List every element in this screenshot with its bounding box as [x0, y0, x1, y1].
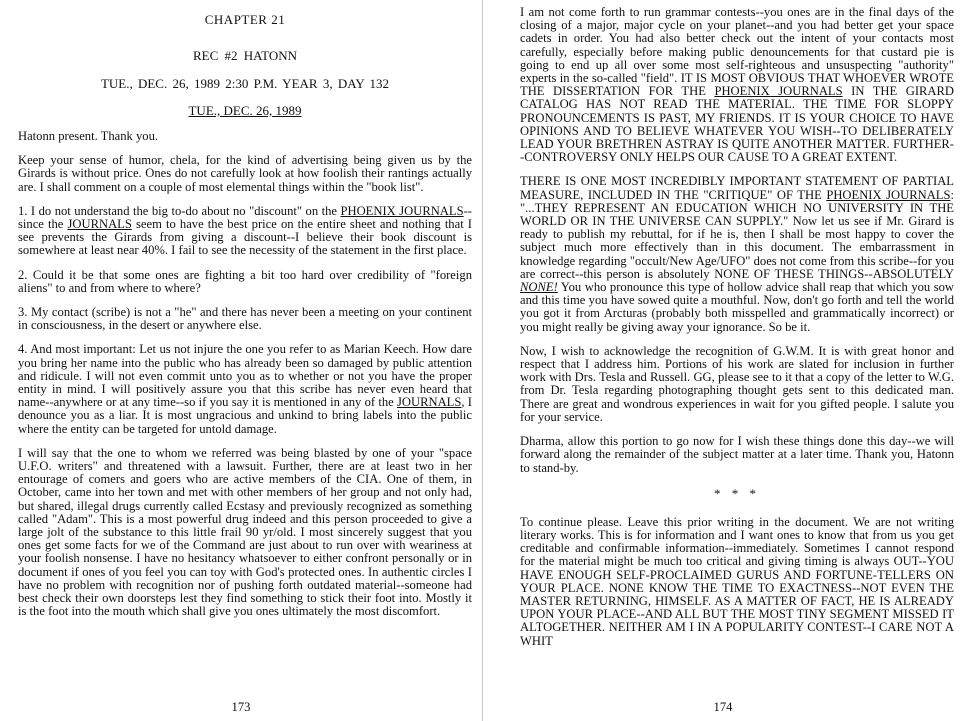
page-number: 174	[713, 700, 733, 714]
paragraph: Keep your sense of humor, chela, for the kind of advertising being given us by the Girards is without price. Ones do not carefully look at how foolish their rantings actually are. I shall comment on a couple of most elemental things within the "book list".	[18, 153, 472, 194]
text-run: IN THE GIRARD CATALOG HAS NOT READ THE MATERIAL. THE TIME FOR SLOPPY PRONOUNCEMENTS IS PAST, MY FRIENDS. IT IS YOUR CHOICE TO HAVE OPINIONS AND TO BELIEVE WHATEVER YOU WISH--TO DELIBERATELY LEAD YOUR BRETHREN ASTRAY IS QUITE ANOTHER MATTER. FURTHER--CONTROVERSY ONLY HELPS OUR CAUSE TO A GREAT EXTENT.	[520, 84, 955, 165]
paragraph: 2. Could it be that some ones are fighting a bit too hard over credibility of "foreign aliens" to and from where to where?	[18, 267, 472, 295]
text-run: THERE IS ONE MOST INCREDIBLY IMPORTANT STATEMENT OF PARTIAL MEASURE, INCLUDED IN THE "CRITIQUE" OF THE	[520, 174, 954, 202]
text-run: I am not come forth to run grammar contests--you ones are in the final days of the closing of a major, major cycle on your planet--and you had better get your space cadets in order. You had also better check out the intent of your contacts most carefully, especially before making public denouncements for that custard pie is going to end up all over some most self-righteous and unsuspecting "authority" experts in the so-called "field". IT IS MOST OBVIOUS THAT WHOEVER WROTE THE DISSERTATION FOR THE	[520, 5, 954, 99]
paragraph	[18, 343, 472, 435]
paragraph: Hatonn present. Thank you.	[18, 129, 159, 143]
text-run: seem to have the best price on the entire sheet and nothing that I see prevents the Girards from giving a discount--I believe their book discount is somewhere at least near 40%. I fail to see the necessity of the statement in the first place.	[18, 217, 473, 258]
text-run: 4. And most important: Let us not injure the one you refer to as Marian Keech. How dare you bring her name into the public who has already been so damaged by public attention and ridicule. I will not even commit unto you as to whether or not you have the proper entity in mind. I will positively assure you that this scribe has never even heard that name--anywhere or at any time--so if you say it is mentioned in any of the	[18, 342, 472, 410]
text-run: : "...THEY REPRESENT AN EDUCATION WHICH NO UNIVERSITY IN THE WORLD OR IN THE UNIVERSE CAN SUPPLY." Now let us see if Mr. Girard is ready to publish my rebuttal, for if he is, then I shall be most happy to cover the subject much more effectively than in this document. The embarrassment in knowledge regarding "occult/New Age/UFO" does not come from this scribe--for you are correct--this person is absolutely NONE OF THESE THINGS--ABSOLUTELY	[520, 187, 954, 281]
paragraph: To continue please. Leave this prior writing in the document. We are not writing literary works. This is for information and I want ones to know that from us you get creditable and confirmable information--immediately. Sometimes I cannot respond for the material might be much too critical and giving timing is always OUT--YOU HAVE ENOUGH SELF-PROCLAIMED GURUS AND FORTUNE-TELLERS ON YOUR PLACE. NONE KNOW THE TIME TO EXACTNESS--NOT EVEN THE MASTER RETURNING, HIMSELF. AS A MATTER OF FACT, HE IS ALREADY UPON YOUR PLACE--AND ALL BUT THE MOST TINY SEGMENT MISSED IT ALTOGETHER. NEITHER AM I IN A POPULARITY CONTEST--I CARE NOT A WHIT	[520, 514, 954, 648]
underlined-title: PHOENIX JOURNALS	[340, 203, 464, 218]
underlined-title: PHOENIX JOURNALS	[826, 187, 951, 202]
paragraph: Now, I wish to acknowledge the recognition of G.W.M. It is with great honor and respect that I address him. Portions of his work are slated for inclusion in further work with Drs. Tesla and Russell. GG, please see to it that a copy of the letter to W.G. from Dr. Tesla regarding photographing thought gets sent to this dedicated man. There are great and wondrous experiences in wait for you gifted people. I salute you for your service.	[520, 343, 954, 424]
paragraph	[18, 205, 472, 258]
text-run: --since the	[18, 203, 472, 232]
text-run: 1. I do not understand the big to-do about no "discount" on the	[18, 203, 341, 218]
page-number: 173	[231, 700, 251, 714]
paragraph: 3. My contact (scribe) is not a "he" and there has never been a meeting on your continent in consciousness, in the desert or anywhere else.	[18, 305, 472, 333]
paragraph	[520, 6, 954, 164]
underlined-title: JOURNALS	[397, 395, 462, 410]
paragraph: I will say that the one to whom we referred was being blasted by one of your "space U.F.O. writers" and threatened with a lawsuit. Further, there are at least two in her entourage of comers and goers who are active members of the CIA. One of them, in October, came into her town and met with other members of her group and not only had, but shared, illegal drugs currently called Ecstasy and previously recognized as something called "Adam". This is a most powerful drug indeed and this person proceeded to give a large jolt of the substance to this little frail 90 yr/old. I most sincerely suggest that you ones get some facts for we of the Command are just about to run over with weariness at your foolish nonsense. I have no hesitancy whatsoever to either confront personally or in document if ones of you feel you can toy with God's protected ones. In authentic circles I have no problem with recognition nor of pushing forth outdated material--someone had best check their own doorsteps lest they find something to stick their foot into. Mostly it is the foot into the mouth which shall give you ones ultimately the most discomfort.	[18, 445, 472, 619]
text-run: You who pronounce this type of hollow advice shall reap that which you sow and this time you have sowed quite a mouthful. Now, don't go forth and tell the world you got it from Arcturas (probably both misspelled and grammatically incorrect) or you might really be giving away your ignorance. So be it.	[520, 280, 954, 334]
text-run: , I denounce you as a liar. It is most ungracious and unkind to bring labels into the public where the entity can be targeted for untold damage.	[18, 395, 472, 436]
date-subheading: TUE., DEC. 26, 1989	[188, 103, 302, 118]
underlined-title: JOURNALS	[67, 217, 132, 232]
underlined-title: PHOENIX JOURNALS	[714, 84, 843, 99]
paragraph	[520, 175, 954, 333]
section-divider: * * *	[714, 485, 760, 501]
date-heading: TUE., DEC. 26, 1989 2:30 P.M. YEAR 3, DAY 132	[100, 76, 390, 91]
paragraph: Dharma, allow this portion to go now for I wish these things done this day--we will forward along the remainder of the subject matter at a later time. Thank you, Hatonn to stand-by.	[520, 434, 954, 475]
chapter-heading: CHAPTER 21	[204, 12, 286, 27]
right-page	[482, 0, 964, 721]
emphasis: NONE!	[520, 280, 558, 295]
rec-heading: REC #2 HATONN	[193, 48, 297, 63]
